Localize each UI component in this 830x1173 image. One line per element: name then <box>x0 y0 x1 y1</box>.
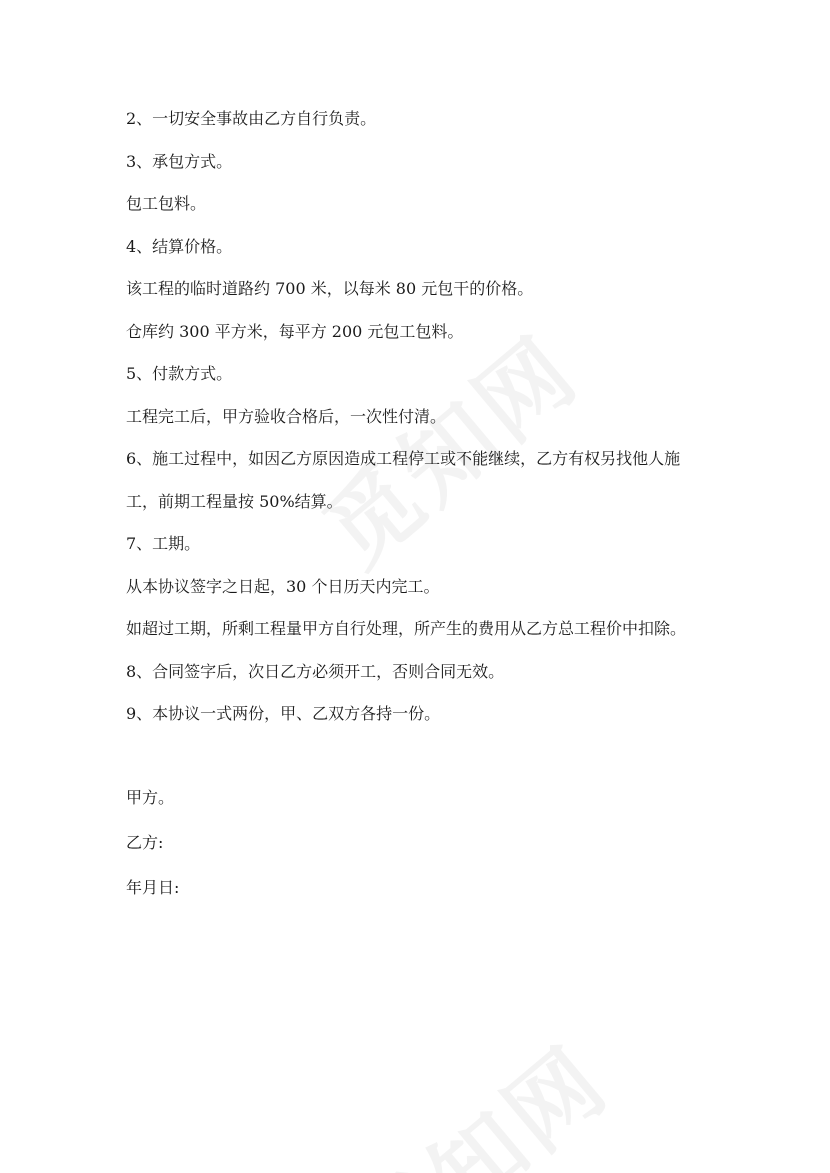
signature-block <box>126 787 726 899</box>
clause-2-safety: 2、一切安全事故由乙方自行负责。 <box>126 109 377 128</box>
clause-3-text: 包工包料。 <box>126 194 207 213</box>
clause-7-overdue: 如超过工期，所剩工程量甲方自行处理，所产生的费用从乙方总工程价中扣除。 <box>126 619 687 638</box>
date-label: 年月日: <box>126 877 180 897</box>
clause-4-heading: 4、结算价格。 <box>126 236 233 256</box>
watermark <box>322 1011 632 1173</box>
clause-4-warehouse-price: 仓库约 300 平方米，每平方 200 元包工包料。 <box>126 321 464 341</box>
clause-8-text: 8、合同签字后，次日乙方必须开工，否则合同无效。 <box>126 661 505 681</box>
clause-9-text: 9、本协议一式两份，甲、乙双方各持一份。 <box>126 704 441 723</box>
clause-6-text-line-2: 工，前期工程量按 50%结算。 <box>126 491 343 511</box>
clause-4-road-price: 该工程的临时道路约 700 米，以每米 80 元包干的价格。 <box>126 279 534 298</box>
party-a-label: 甲方。 <box>126 787 175 807</box>
clause-5-heading: 5、付款方式。 <box>126 364 233 383</box>
contract-body <box>126 108 726 922</box>
party-b-label: 乙方: <box>126 832 164 852</box>
clause-7-heading: 7、工期。 <box>126 534 201 553</box>
clause-5-text: 工程完工后，甲方验收合格后，一次性付清。 <box>126 406 447 426</box>
spacer <box>126 746 726 787</box>
clause-6-text-line-1: 6、施工过程中，如因乙方原因造成工程停工或不能继续，乙方有权另找他人施 <box>126 449 681 468</box>
clause-3-heading: 3、承包方式。 <box>126 151 233 171</box>
clause-7-text: 从本协议签字之日起，30 个日历天内完工。 <box>126 576 440 596</box>
